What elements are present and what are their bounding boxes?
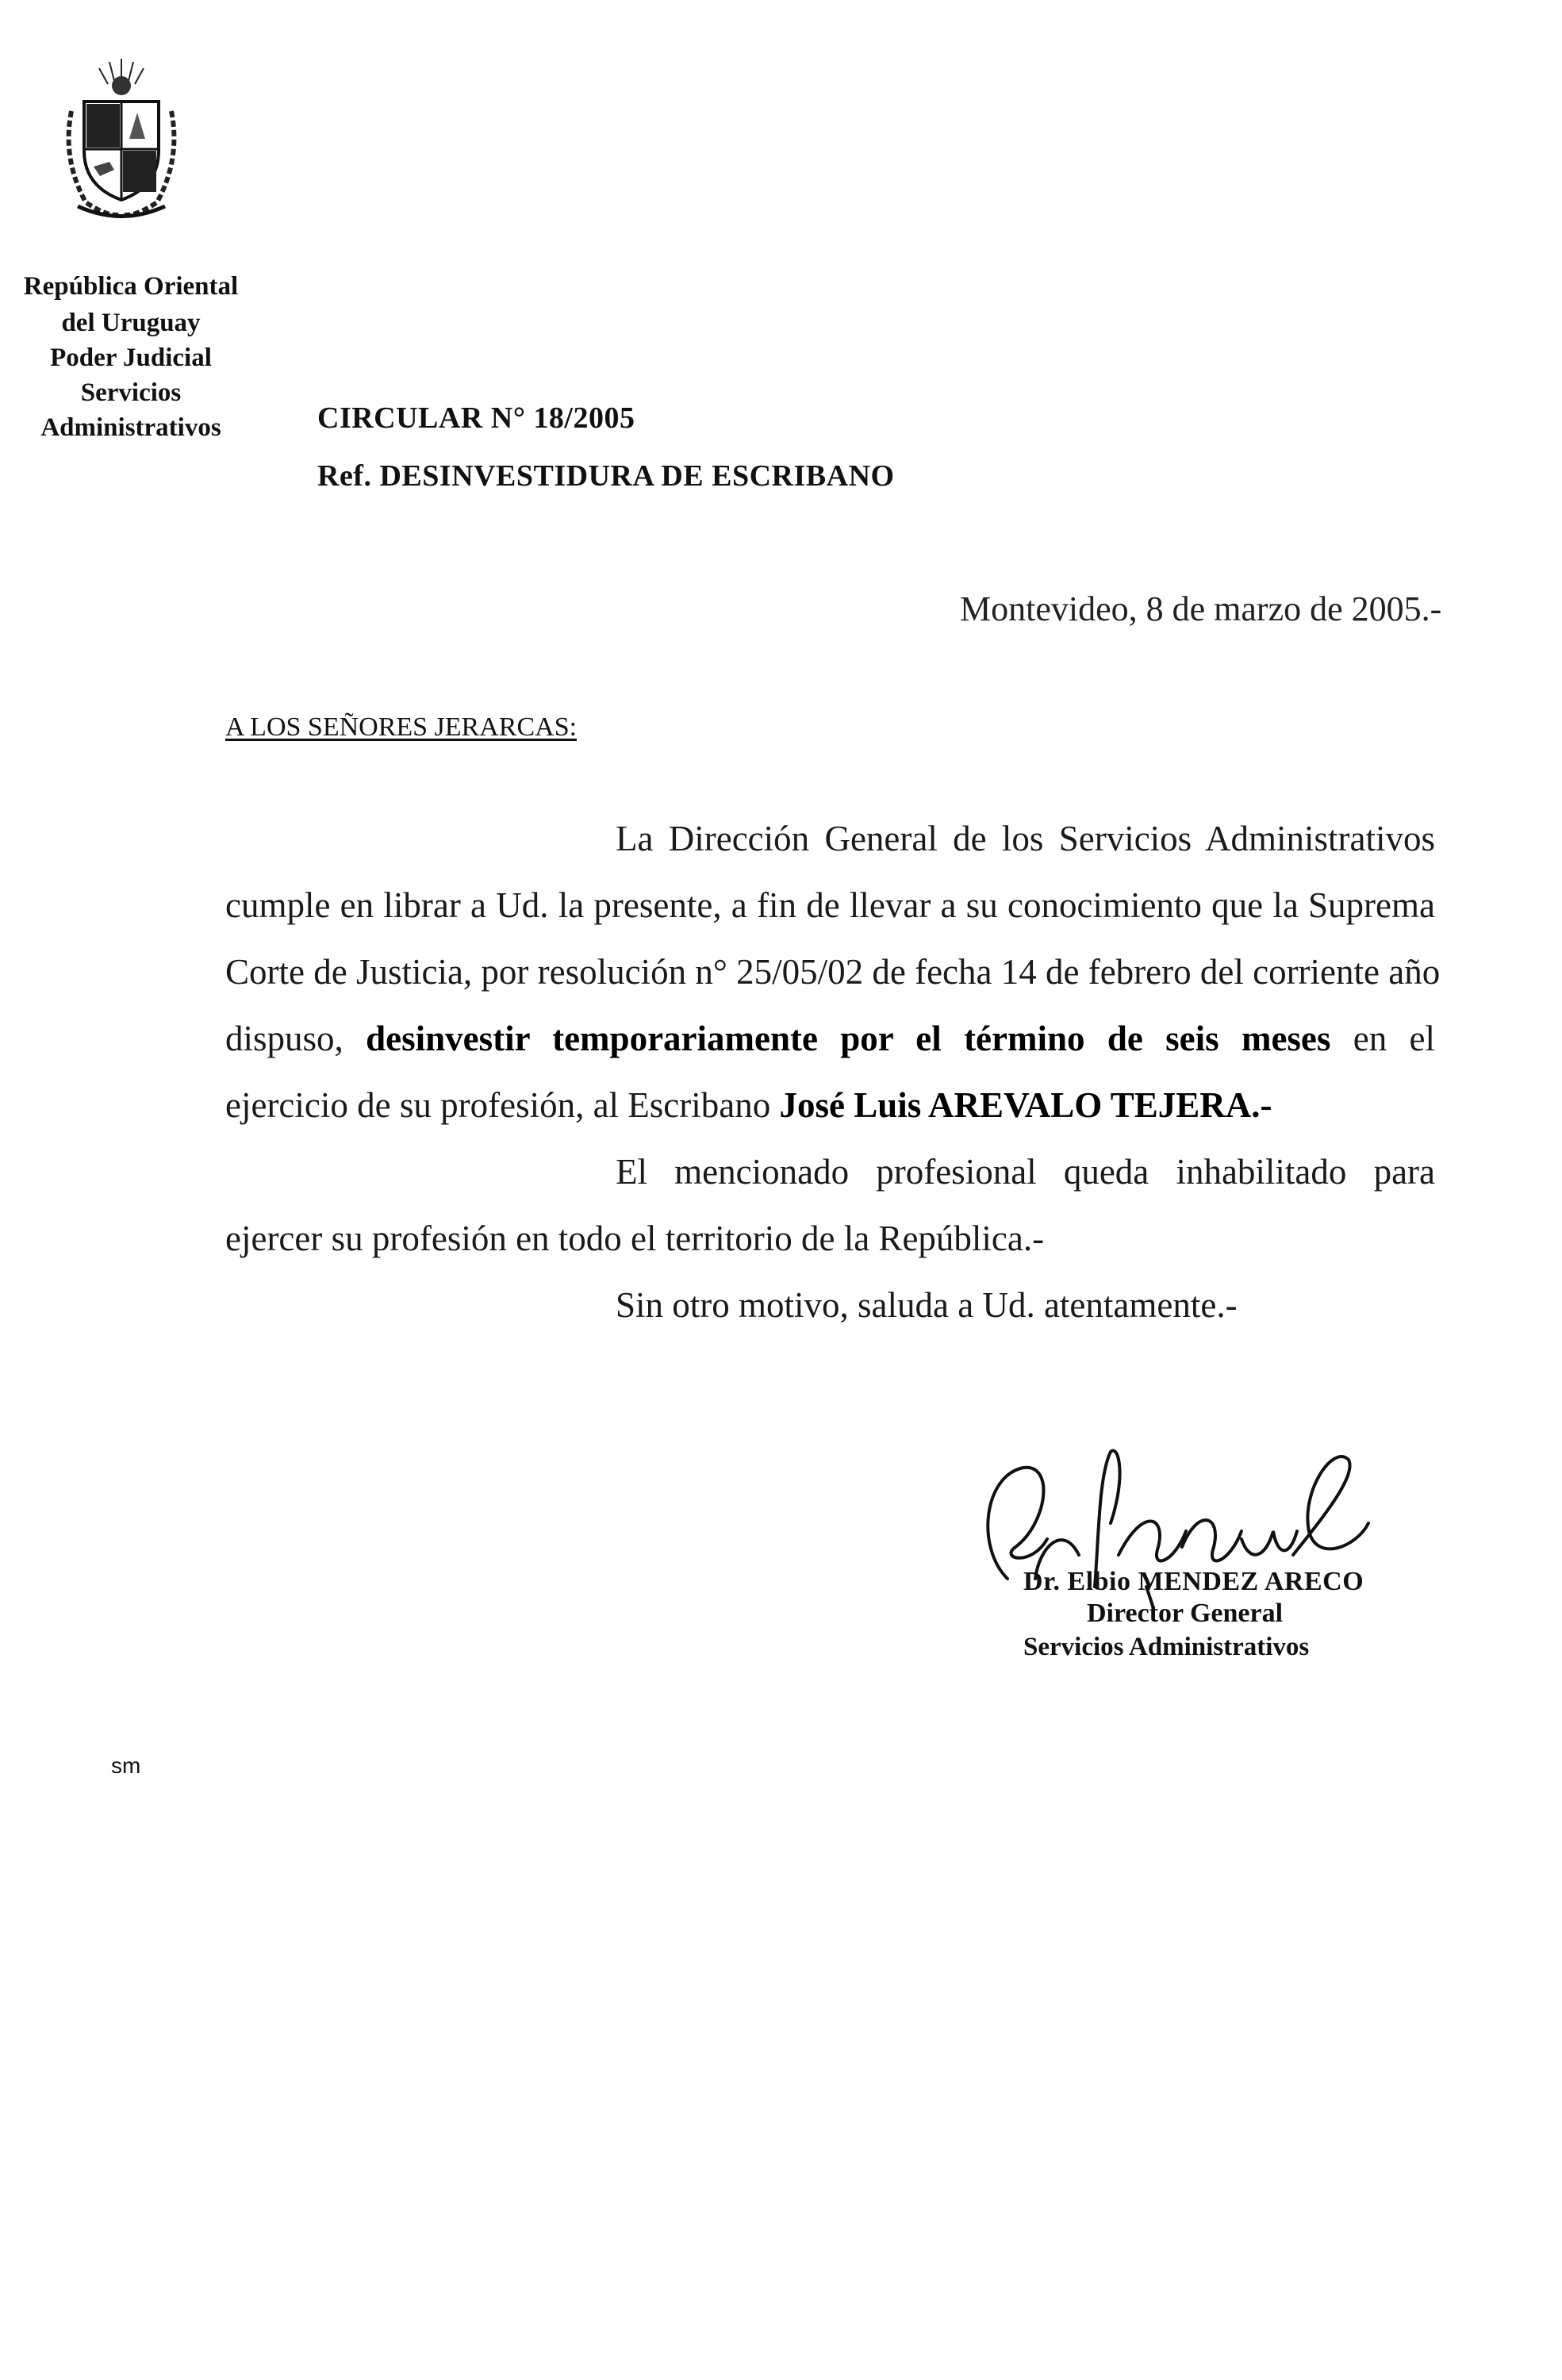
body-line: [225, 1072, 1435, 1138]
circular-reference: Ref. DESINVESTIDURA DE ESCRIBANO: [317, 459, 895, 493]
body-text: dispuso,: [225, 1019, 343, 1058]
circular-number: CIRCULAR N° 18/2005: [317, 401, 635, 435]
typist-initials: sm: [111, 1753, 141, 1778]
body-line: La Dirección General de los Servicios Administrativos: [616, 819, 1435, 858]
letter-date: Montevideo, 8 de marzo de 2005.-: [960, 589, 1442, 628]
org-line: Administrativos: [40, 413, 221, 442]
signatory-name: Dr. Elbio MENDEZ ARECO: [1023, 1567, 1364, 1596]
body-text: en el: [1353, 1019, 1436, 1058]
org-line: Servicios: [80, 378, 182, 407]
body-line: [225, 1005, 1435, 1072]
signatory-title: Director General: [1087, 1599, 1284, 1628]
body-line: El mencionado profesional queda inhabilitado para: [616, 1152, 1435, 1192]
coat-of-arms-icon: [54, 56, 189, 222]
org-line: Poder Judicial: [50, 344, 212, 372]
body-emphasis: desinvestir temporariamente por el término de seis meses: [366, 1019, 1331, 1058]
salutation: A LOS SEÑORES JERARCAS:: [225, 712, 578, 742]
body-paragraph-2: [225, 1138, 1435, 1338]
org-line: del Uruguay: [61, 309, 201, 337]
body-line: cumple en librar a Ud. la presente, a fin de llevar a su conocimiento que la Suprema: [225, 885, 1435, 925]
body-text: ejercicio de su profesión, al Escribano: [225, 1085, 771, 1125]
body-line: ejercer su profesión en todo el territorio de la República.-: [225, 1219, 1045, 1258]
body-line: Corte de Justicia, por resolución n° 25/05/02 de fecha 14 de febrero del corriente año: [225, 952, 1441, 992]
closing-line: Sin otro motivo, saluda a Ud. atentamente.-: [616, 1285, 1238, 1325]
signatory-department: Servicios Administrativos: [1023, 1633, 1310, 1661]
org-line: República Oriental: [23, 272, 239, 301]
escribano-name: José Luis AREVALO TEJERA.-: [779, 1085, 1272, 1125]
body-paragraph-1: [225, 805, 1441, 1138]
